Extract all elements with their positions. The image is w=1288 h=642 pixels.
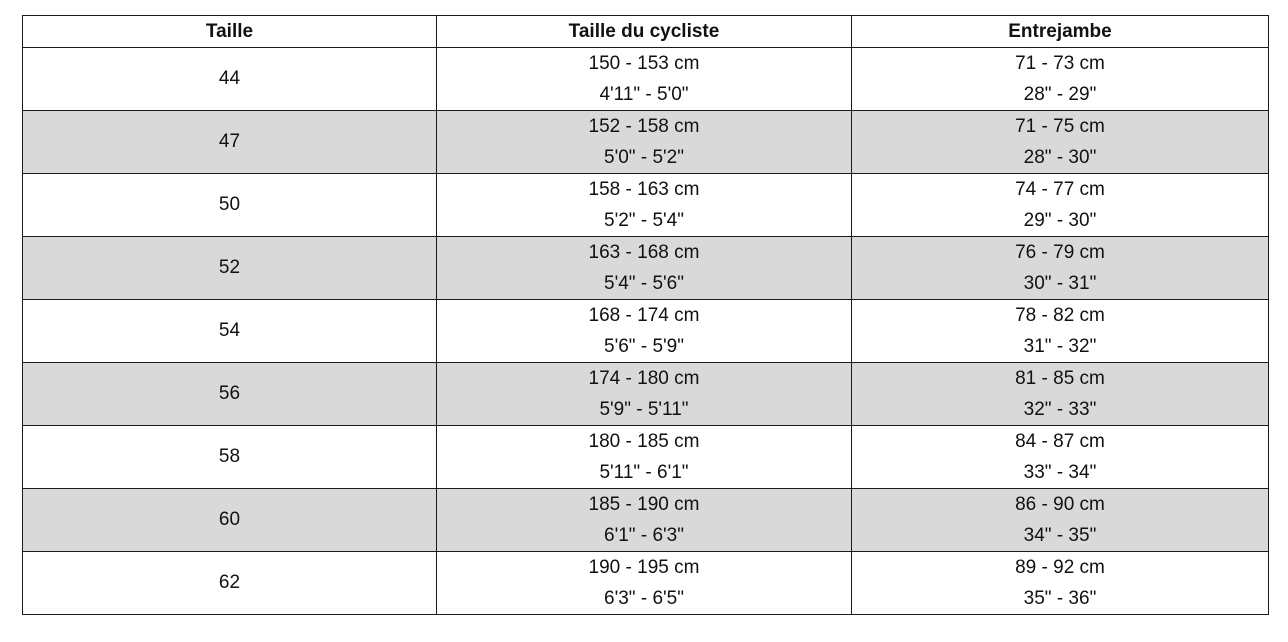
size-cell: 47 xyxy=(23,111,437,174)
size-cell: 60 xyxy=(23,489,437,552)
size-cell: 54 xyxy=(23,300,437,363)
rider-height-cell xyxy=(437,363,852,426)
header-inseam: Entrejambe xyxy=(852,16,1269,48)
inseam-cell xyxy=(852,363,1269,426)
inseam-cm: 71 - 75 cm xyxy=(1015,116,1105,137)
inseam-in: 33" - 34" xyxy=(1023,462,1097,483)
rider-height-cm: 180 - 185 cm xyxy=(588,431,700,452)
inseam-cm: 71 - 73 cm xyxy=(1015,53,1105,74)
rider-height-cm: 163 - 168 cm xyxy=(588,242,700,263)
inseam-cell xyxy=(852,111,1269,174)
size-cell: 52 xyxy=(23,237,437,300)
rider-height-ft: 5'6" - 5'9" xyxy=(604,336,684,357)
inseam-cell xyxy=(852,426,1269,489)
inseam-in: 29" - 30" xyxy=(1023,210,1097,231)
rider-height-cm: 150 - 153 cm xyxy=(588,53,700,74)
rider-height-cell xyxy=(437,237,852,300)
inseam-cm: 89 - 92 cm xyxy=(1015,557,1105,578)
table-row xyxy=(23,426,1269,489)
table-body xyxy=(23,48,1269,615)
header-row xyxy=(23,16,1269,48)
table-row xyxy=(23,363,1269,426)
rider-height-cm: 174 - 180 cm xyxy=(588,368,700,389)
inseam-in: 31" - 32" xyxy=(1023,336,1097,357)
inseam-in: 34" - 35" xyxy=(1023,525,1097,546)
rider-height-ft: 5'0" - 5'2" xyxy=(604,147,684,168)
inseam-in: 28" - 30" xyxy=(1023,147,1097,168)
inseam-cell xyxy=(852,237,1269,300)
rider-height-cell xyxy=(437,489,852,552)
rider-height-ft: 4'11" - 5'0" xyxy=(599,84,689,105)
inseam-in: 30" - 31" xyxy=(1023,273,1097,294)
inseam-cm: 78 - 82 cm xyxy=(1015,305,1105,326)
table-row xyxy=(23,552,1269,615)
inseam-cell xyxy=(852,489,1269,552)
table-row xyxy=(23,174,1269,237)
rider-height-cm: 158 - 163 cm xyxy=(588,179,700,200)
table-row xyxy=(23,48,1269,111)
table-row xyxy=(23,300,1269,363)
rider-height-cm: 168 - 174 cm xyxy=(588,305,700,326)
rider-height-ft: 5'9" - 5'11" xyxy=(599,399,689,420)
inseam-cm: 84 - 87 cm xyxy=(1015,431,1105,452)
rider-height-cm: 152 - 158 cm xyxy=(588,116,700,137)
table-row xyxy=(23,237,1269,300)
rider-height-ft: 6'3" - 6'5" xyxy=(604,588,684,609)
inseam-cm: 76 - 79 cm xyxy=(1015,242,1105,263)
rider-height-cm: 185 - 190 cm xyxy=(588,494,700,515)
inseam-cell xyxy=(852,300,1269,363)
inseam-in: 32" - 33" xyxy=(1023,399,1097,420)
rider-height-cm: 190 - 195 cm xyxy=(588,557,700,578)
table-header xyxy=(23,16,1269,48)
size-cell: 50 xyxy=(23,174,437,237)
rider-height-cell xyxy=(437,426,852,489)
rider-height-cell xyxy=(437,111,852,174)
rider-height-cell xyxy=(437,174,852,237)
size-cell: 62 xyxy=(23,552,437,615)
inseam-cm: 81 - 85 cm xyxy=(1015,368,1105,389)
rider-height-cell xyxy=(437,300,852,363)
inseam-cell xyxy=(852,48,1269,111)
rider-height-cell xyxy=(437,48,852,111)
size-cell: 44 xyxy=(23,48,437,111)
inseam-in: 28" - 29" xyxy=(1023,84,1097,105)
table-row xyxy=(23,111,1269,174)
header-size: Taille xyxy=(23,16,437,48)
size-cell: 56 xyxy=(23,363,437,426)
size-cell: 58 xyxy=(23,426,437,489)
rider-height-ft: 5'2" - 5'4" xyxy=(604,210,684,231)
inseam-cell xyxy=(852,552,1269,615)
rider-height-cell xyxy=(437,552,852,615)
inseam-cell xyxy=(852,174,1269,237)
table-row xyxy=(23,489,1269,552)
rider-height-ft: 5'11" - 6'1" xyxy=(599,462,689,483)
inseam-in: 35" - 36" xyxy=(1023,588,1097,609)
inseam-cm: 74 - 77 cm xyxy=(1015,179,1105,200)
rider-height-ft: 6'1" - 6'3" xyxy=(604,525,684,546)
rider-height-ft: 5'4" - 5'6" xyxy=(604,273,684,294)
size-chart-table xyxy=(22,15,1269,615)
header-rider-height: Taille du cycliste xyxy=(437,16,852,48)
inseam-cm: 86 - 90 cm xyxy=(1015,494,1105,515)
